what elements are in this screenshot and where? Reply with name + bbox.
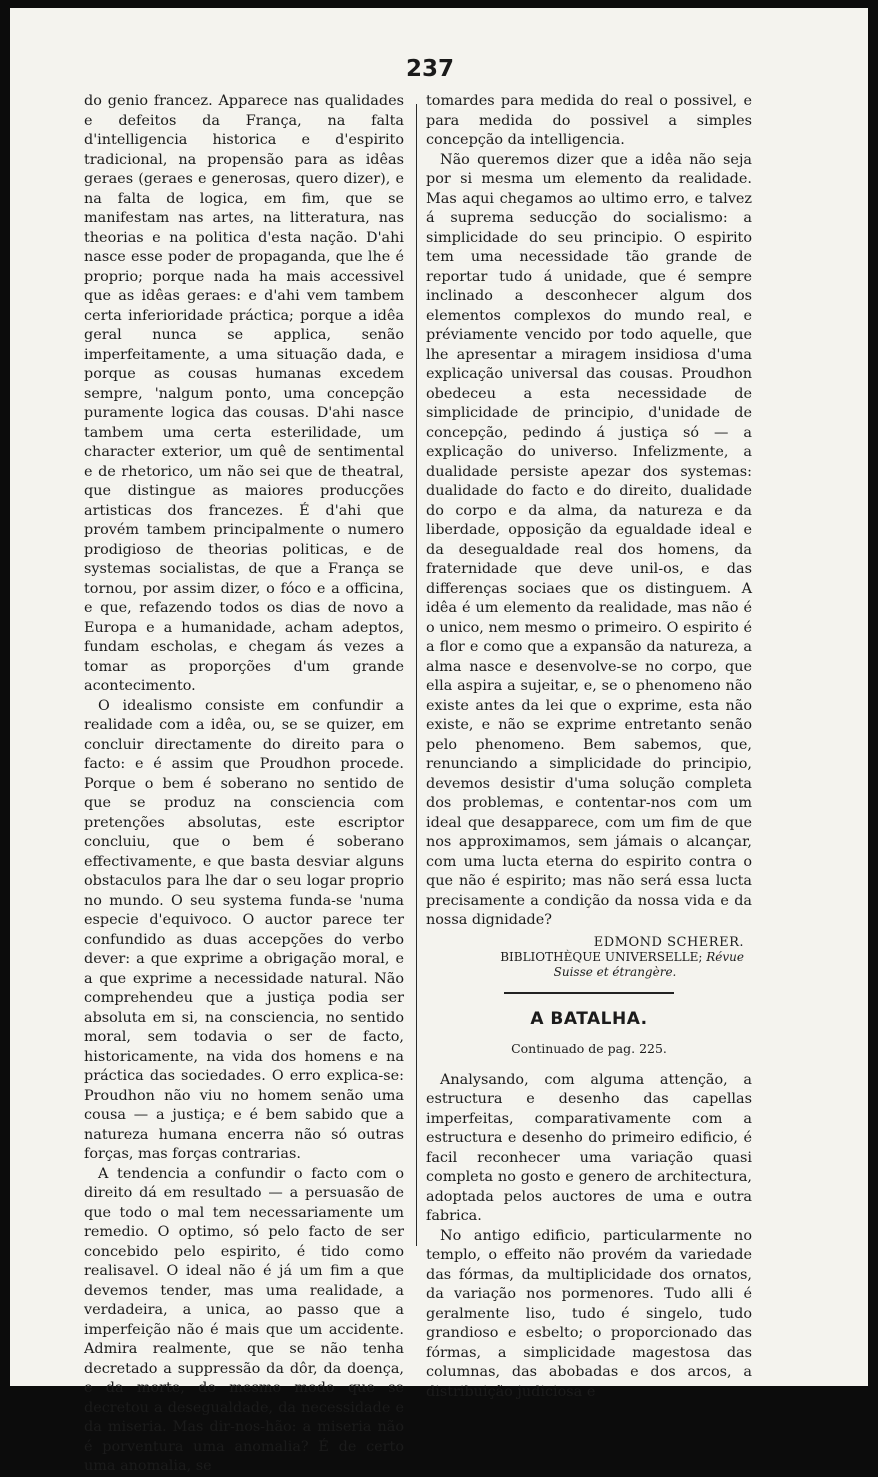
right-column <box>426 92 752 1402</box>
paragraph: do genio francez. Apparece nas qualidades e defeitos da França, na falta d'intelligencia historica e d'espirito tradicional, na propensão para as idêas geraes (geraes e generosas, quero dizer), e na falta de logica, em fim, que se manifestam nas artes, na litteratura, nas theorias e na politica d'esta nação. D'ahi nasce esse poder de propaganda, que lhe é proprio; porque nada ha mais accessivel que as idêas geraes: e d'ahi vem tambem certa inferioridade práctica; porque a idêa geral nunca se applica, senão imperfeitamente, a uma situação dada, e porque as cousas humanas excedem sempre, 'nalgum ponto, uma concepção puramente logica das cousas. D'ahi nasce tambem uma certa esterilidade, um character exterior, um quê de sentimental e de rhetorico, um não sei que de theatral, que distingue as maiores producções artisticas dos francezes. É d'ahi que provém tambem principalmente o numero prodigioso de theorias politicas, e de systemas socialistas, de que a França se tornou, por assim dizer, o fóco e a officina, e que, refazendo todos os dias de novo a Europa e a humanidade, acham adeptos, fundam escholas, e chegam ás vezes a tomar as proporções d'um grande acontecimento. <box>84 93 404 694</box>
paragraph: A tendencia a confundir o facto com o direito dá em resultado — a persuasão de que todo o mal tem necessariamente um remedio. O optimo, só pelo facto de ser concebido pelo espirito, é tido como realisavel. O ideal não é já um fim a que devemos tender, mas uma realidade, a verdadeira, a unica, ao passo que a imperfeição não é mais que um accidente. Admira realmente, que se não tenha decretado a suppressão da dôr, da doença, e da morte, do mesmo modo que se decretou a desegualdade, da necessidade e da miseria. Mas dir-nos-hão: a miseria não é porventura uma anomalia? É de certo uma anomalia, se <box>84 1165 404 1474</box>
page-number: 237 <box>405 56 454 82</box>
section-rule <box>504 992 674 994</box>
paragraph: No antigo edificio, particularmente no templo, o effeito não provém da variedade das fórmas, da multiplicidade dos ornatos, da variação nos pormenores. Tudo alli é geralmente liso, tudo é singelo, tudo grandioso e esbelto; o proporcionado das fórmas, a simplicidade magestosa das columnas, das abobadas e dos arcos, a distribuição judiciosa e <box>426 1227 752 1400</box>
section-title: A BATALHA. <box>530 1008 648 1029</box>
section-subtitle: Continuado de pag. 225. <box>511 1041 667 1056</box>
source-name: BIBLIOTHÈQUE UNIVERSELLE; <box>500 949 703 964</box>
author-name: EDMOND SCHERER. <box>593 934 744 950</box>
left-column <box>84 92 404 1477</box>
document-page <box>10 8 868 1474</box>
publication-name-cont: Suisse et étrangère. <box>553 964 677 979</box>
column-divider <box>416 104 417 1246</box>
paragraph: Não queremos dizer que a idêa não seja por si mesma um elemento da realidade. Mas aqui chegamos ao ultimo erro, e talvez á suprema seducção do socialismo: a simplicidade do seu principio. O espirito tem uma necessidade tão grande de reportar tudo á unidade, que é sempre inclinado a desconhecer algum dos elementos complexos do mundo real, e préviamente vencido por todo aquelle, que lhe apresentar a miragem insidiosa d'uma explicação universal das cousas. Proudhon obedeceu a esta necessidade de simplicidade de principio, d'unidade de concepção, pedindo á justiça só — a explicação do universo. Infelizmente, a dualidade persiste apezar dos systemas: dualidade do facto e do direito, dualidade do corpo e da alma, da natureza e da liberdade, opposição da egualdade ideal e da desegualdade real dos homens, da fraternidade que deve unil-os, e das differenças sociaes que os distinguem. A idêa é um elemento da realidade, mas não é o unico, nem mesmo o primeiro. O espirito é a flor e como que a expansão da natureza, a alma nasce e desenvolve-se no corpo, que ella aspira a sujeitar, e, se o phenomeno não existe antes da lei que o exprime, esta não existe, e não se exprime entretanto senão pelo phenomeno. Bem sabemos, que, renunciando a simplicidade do principio, devemos desistir d'uma solução completa dos problemas, e contentar-nos com um ideal que desapparece, com um fim de que nos approximamos, sem jámais o alcançar, com uma lucta eterna do espirito contra o que não é espirito; mas não será essa lucta precisamente a condição da nossa vida e da nossa dignidade? <box>426 151 752 928</box>
paragraph: O idealismo consiste em confundir a realidade com a idêa, ou, se se quizer, em concluir directamente do direito para o facto: e é assim que Proudhon procede. Porque o bem é soberano no sentido de que se produz na consciencia com pretenções absolutas, este escriptor concluiu, que o bem é soberano effectivamente, e que basta desviar alguns obstaculos para lhe dar o seu logar proprio no mundo. O seu systema funda-se 'numa especie d'equivoco. O auctor parece ter confundido as duas accepções do verbo dever: a que exprime a obrigação moral, e a que exprime a necessidade natural. Não comprehendeu que a justiça podia ser absoluta em si, na consciencia, no sentido moral, sem todavia o ser de facto, historicamente, na vida dos homens e na práctica das sociedades. O erro explica-se: Proudhon não viu no homem senão uma cousa — a justiça; e é bem sabido que a natureza humana encerra não só outras forças, mas forças contrarias. <box>84 697 404 1162</box>
paragraph: Analysando, com alguma attenção, a estructura e desenho das capellas imperfeitas, comparativamente com a estructura e desenho do primeiro edificio, é facil reconhecer uma variação quasi completa no gosto e genero de architectura, adoptada pelos auctores de uma e outra fabrica. <box>426 1071 752 1224</box>
paragraph: tomardes para medida do real o possivel, e para medida do possivel a simples concepção da intelligencia. <box>426 93 752 148</box>
article-signature <box>426 935 752 980</box>
publication-name: Révue <box>706 949 744 964</box>
